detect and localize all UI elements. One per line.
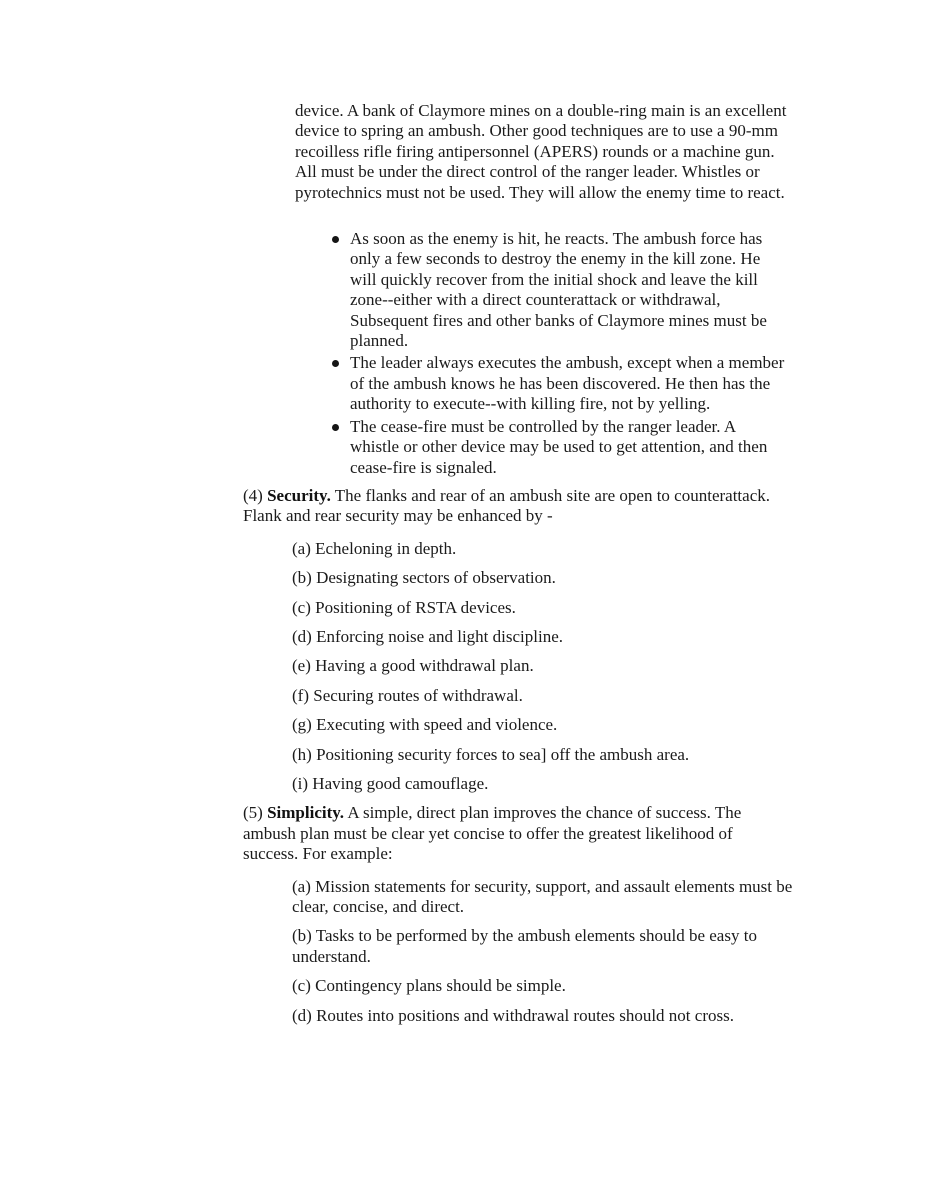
bullet-item-text: As soon as the enemy is hit, he reacts. The ambush force has only a few seconds to destroy the enemy in the kill zone. He will quickly recover from the initial shock and leave the kill zone--either with a direct counterattack or withdrawal, Subsequent fires and other banks of Claymore mines must be planned.: [350, 229, 767, 351]
list-item: (h) Positioning security forces to sea] off the ambush area.: [292, 744, 690, 764]
continuation-paragraph: device. A bank of Claymore mines on a double-ring main is an excellent device to spring an ambush. Other good techniques are to use a 90-mm recoilless rifle firing antipersonnel (APERS) rounds or a machine gun. All must be under the direct control of the ranger leader. Whistles or pyrotechnics must not be used. They will allow the enemy time to react.: [295, 101, 787, 202]
security-section-paragraph: [243, 486, 771, 527]
bullet-item-text: The leader always executes the ambush, except when a member of the ambush knows he has been discovered. He then has the authority to execute--with killing fire, not by yelling.: [350, 353, 785, 414]
security-item-list: [292, 539, 802, 795]
security-section-body: The flanks and rear of an ambush site are open to counterattack. Flank and rear security may be enhanced by -: [243, 485, 770, 526]
simplicity-section-title: Simplicity.: [267, 803, 345, 823]
list-item: (a) Mission statements for security, support, and assault elements must be clear, concise, and direct.: [292, 876, 793, 916]
bullet-item: [332, 353, 788, 414]
simplicity-item-list: [292, 877, 802, 1026]
bullet-list: [332, 229, 788, 478]
simplicity-section-number: (5): [243, 803, 263, 823]
security-section-number: (4): [243, 485, 263, 505]
list-item: (c) Positioning of RSTA devices.: [292, 597, 516, 617]
bullet-icon: [332, 353, 350, 373]
list-item: (i) Having good camouflage.: [292, 773, 489, 793]
simplicity-section-paragraph: [243, 803, 771, 864]
security-section-title: Security.: [267, 485, 331, 505]
bullet-item: [332, 229, 788, 351]
bullet-item: [332, 417, 788, 478]
list-item: (e) Having a good withdrawal plan.: [292, 656, 534, 676]
list-item: (a) Echeloning in depth.: [292, 538, 457, 558]
bullet-icon: [332, 417, 350, 437]
list-item: (g) Executing with speed and violence.: [292, 715, 558, 735]
bullet-icon: [332, 229, 350, 249]
list-item: (d) Routes into positions and withdrawal routes should not cross.: [292, 1005, 734, 1025]
list-item: (b) Designating sectors of observation.: [292, 568, 556, 588]
list-item: (f) Securing routes of withdrawal.: [292, 685, 523, 705]
list-item: (c) Contingency plans should be simple.: [292, 976, 566, 996]
bullet-item-text: The cease-fire must be controlled by the ranger leader. A whistle or other device may be used to get attention, and then cease-fire is signaled.: [350, 416, 768, 477]
list-item: (d) Enforcing noise and light discipline.: [292, 626, 563, 646]
list-item: (b) Tasks to be performed by the ambush elements should be easy to understand.: [292, 926, 757, 966]
simplicity-section-body: A simple, direct plan improves the chance of success. The ambush plan must be clear yet concise to offer the greatest likelihood of success. For example:: [243, 803, 742, 864]
